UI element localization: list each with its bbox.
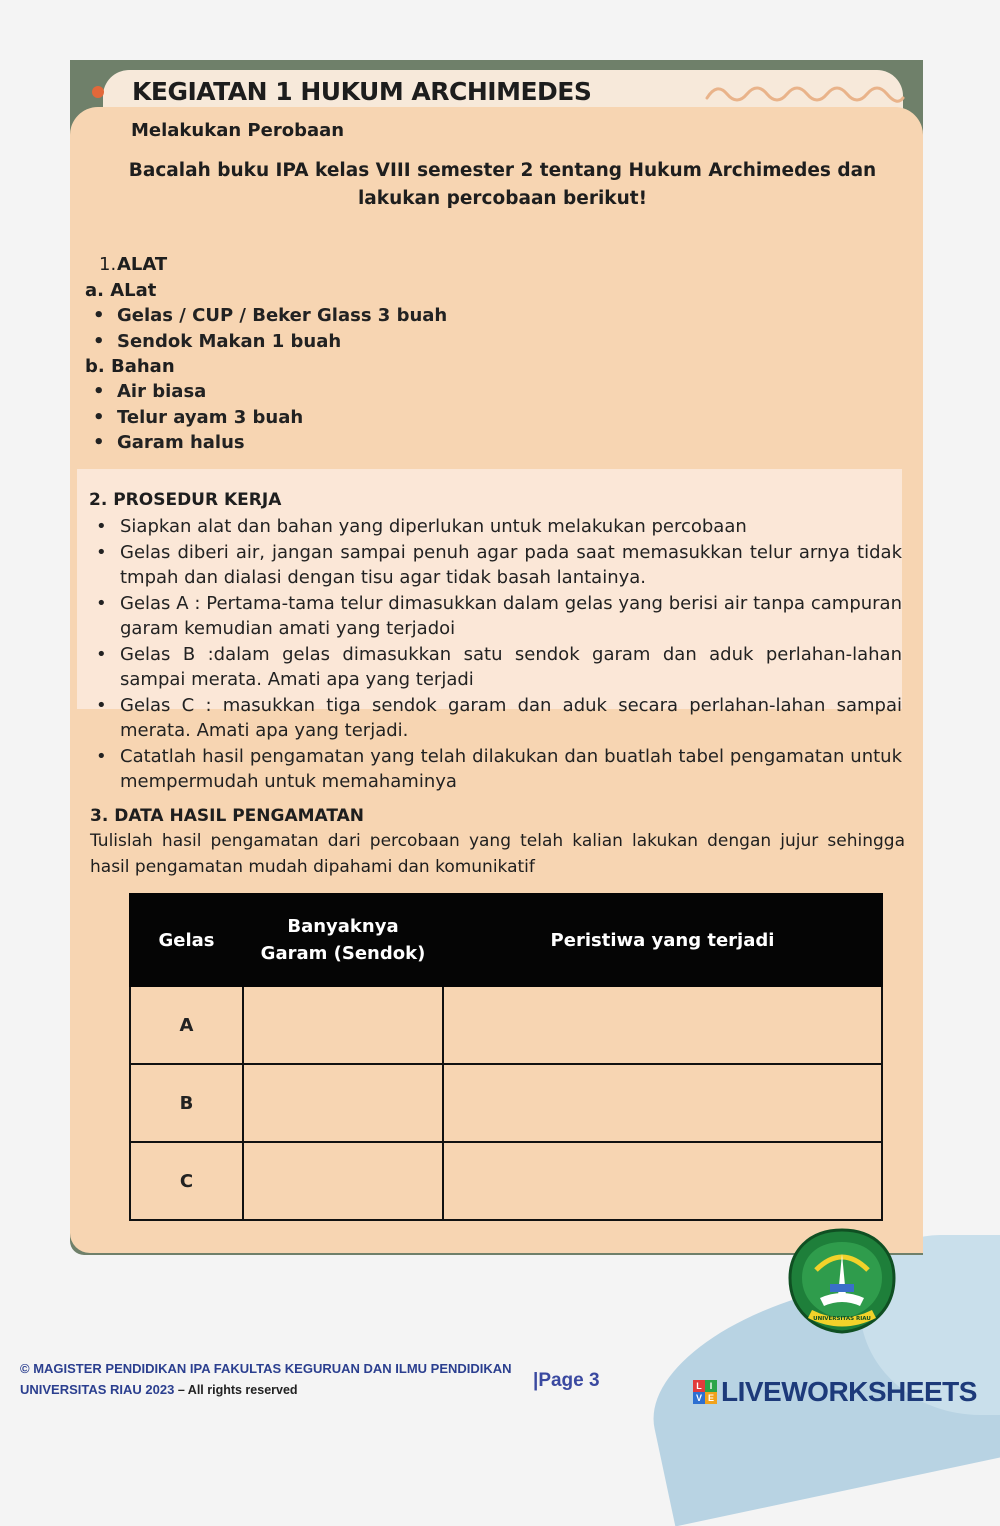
list-item: • Garam halus <box>85 430 585 456</box>
garam-input-cell[interactable] <box>243 1064 443 1142</box>
university-logo-icon <box>786 1226 898 1336</box>
badge-letter: I <box>705 1380 717 1392</box>
section2-heading: 2. PROSEDUR KERJA <box>89 490 282 510</box>
page-title: KEGIATAN 1 HUKUM ARCHIMEDES <box>132 77 592 106</box>
section1-number: 1. <box>99 254 117 275</box>
list-item: • Gelas B :dalam gelas dimasukkan satu sendok garam dan aduk perlahan-lahan sampai merata. Amati apa yang terjadi <box>88 642 902 693</box>
table-row <box>130 986 882 1064</box>
list-item: • Gelas diberi air, jangan sampai penuh agar pada saat memasukkan telur arnya tidak tmpah dan dialasi dengan tisu agar tidak basah lantainya. <box>88 540 902 591</box>
badge-letter: V <box>693 1392 705 1404</box>
section3-description: Tulislah hasil pengamatan dari percobaan yang telah kalian lakukan dengan jujur sehingga hasil pengamatan mudah dipahami dan komunikatif <box>90 831 905 877</box>
bahan-heading: b. Bahan <box>85 356 175 377</box>
peristiwa-input-cell[interactable] <box>443 1142 882 1220</box>
garam-input-cell[interactable] <box>243 986 443 1064</box>
table-row <box>130 1142 882 1220</box>
subtitle: Melakukan Perobaan <box>131 120 345 141</box>
list-item: • Gelas C : masukkan tiga sendok garam dan aduk secara perlahan-lahan sampai merata. Amati apa yang terjadi. <box>88 693 902 744</box>
peristiwa-input-cell[interactable] <box>443 1064 882 1142</box>
list-item: • Gelas A : Pertama-tama telur dimasukkan dalam gelas yang berisi air tanpa campuran garam kemudian amati yang terjadoi <box>88 591 902 642</box>
peristiwa-input-cell[interactable] <box>443 986 882 1064</box>
decorative-dot <box>92 86 104 98</box>
brand-name: LIVEWORKSHEETS <box>721 1376 977 1407</box>
list-item: • Catatlah hasil pengamatan yang telah dilakukan dan buatlah tabel pengamatan untuk mempermudah untuk memahaminya <box>88 744 902 795</box>
rights-text: – All rights reserved <box>174 1383 298 1397</box>
squiggle-decoration-icon <box>705 78 905 104</box>
gelas-cell: B <box>130 1064 243 1142</box>
list-item: • Telur ayam 3 buah <box>85 405 585 431</box>
garam-input-cell[interactable] <box>243 1142 443 1220</box>
alat-list <box>85 303 585 354</box>
liveworksheets-brand[interactable] <box>693 1376 977 1408</box>
gelas-cell: C <box>130 1142 243 1220</box>
page-number: |Page 3 <box>533 1370 600 1391</box>
bahan-list <box>85 379 585 456</box>
column-header: Peristiwa yang terjadi <box>443 894 882 986</box>
instruction: Bacalah buku IPA kelas VIII semester 2 tentang Hukum Archimedes dan lakukan percobaan berikut! <box>128 160 877 209</box>
table-row <box>130 1064 882 1142</box>
procedure-list <box>88 514 902 795</box>
table-header-row <box>130 894 882 986</box>
list-item: • Sendok Makan 1 buah <box>85 329 585 355</box>
badge-letter: E <box>705 1392 717 1404</box>
section3-heading: 3. DATA HASIL PENGAMATAN <box>90 806 365 826</box>
column-header: Gelas <box>130 894 243 986</box>
column-header <box>243 894 443 986</box>
copyright-line2: UNIVERSITAS RIAU 2023 <box>20 1382 175 1397</box>
list-item: • Siapkan alat dan bahan yang diperlukan untuk melakukan percobaan <box>88 514 902 540</box>
copyright-line1: © MAGISTER PENDIDIKAN IPA FAKULTAS KEGURUAN DAN ILMU PENDIDIKAN <box>20 1361 512 1376</box>
alat-heading: a. ALat <box>85 280 157 301</box>
observation-table <box>129 893 883 1221</box>
badge-letter: L <box>693 1380 705 1392</box>
section1-heading: ALAT <box>117 254 168 275</box>
copyright <box>20 1358 512 1401</box>
list-item: • Air biasa <box>85 379 585 405</box>
gelas-cell: A <box>130 986 243 1064</box>
list-item: • Gelas / CUP / Beker Glass 3 buah <box>85 303 585 329</box>
logo-text: UNIVERSITAS RIAU <box>813 1316 871 1322</box>
liveworksheets-logo-icon <box>693 1380 717 1404</box>
column-header-text: Banyaknya Garam (Sendok) <box>260 916 426 964</box>
